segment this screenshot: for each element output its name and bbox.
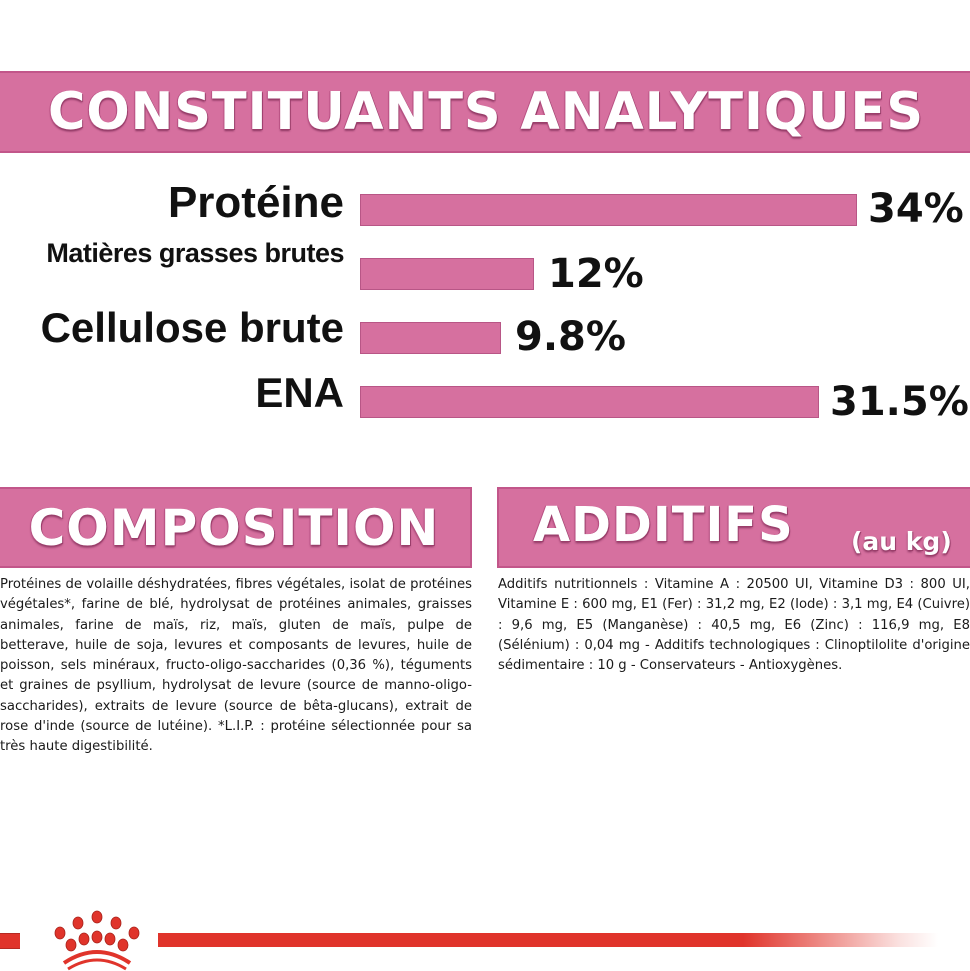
composition-banner (0, 487, 472, 568)
bar-ena (360, 386, 819, 418)
additives-subtitle: (au kg) (851, 527, 952, 556)
footer-red-line-left (0, 933, 20, 949)
row-label-fat: Matières grasses brutes (46, 238, 344, 268)
royal-canin-crown-icon (40, 905, 155, 971)
value-protein: 34% (868, 186, 964, 232)
footer-red-line-right (158, 933, 938, 947)
bar-protein (360, 194, 857, 226)
value-fat: 12% (548, 251, 644, 297)
row-label-protein: Protéine (167, 178, 344, 227)
row-label-fiber: Cellulose brute (40, 304, 344, 351)
additives-title: ADDITIFS (533, 497, 794, 553)
value-fiber: 9.8% (515, 314, 626, 360)
analytical-constituents-banner (0, 71, 970, 153)
composition-text: Protéines de volaille déshydratées, fibres végétales, isolat de protéines végétales*, farine de blé, hydrolysat de protéines animales, graisses animales, farine de maïs, riz, maïs, gluten de maïs, pulpe de betterave, huile de soja, levures et composants de levures, huile de poisson, sels minéraux, fructo-oligo-saccharides (0,36 %), téguments et graines de psyllium, hydrolysat de levure (source de manno-oligo-saccharides), extraits de levure (source de bêta-glucans), extrait de rose d'inde (source de lutéine). *L.I.P. : protéine sélectionnée pour sa très haute digestibilité. (0, 577, 472, 755)
composition-title: COMPOSITION (28, 498, 440, 557)
value-ena: 31.5% (830, 379, 969, 425)
analytical-constituents-title: CONSTITUANTS ANALYTIQUES (47, 82, 925, 142)
additives-text: Additifs nutritionnels : Vitamine A : 20500 UI, Vitamine D3 : 800 UI, Vitamine E : 600 mg, E1 (Fer) : 31,2 mg, E2 (Iode) : 3,1 mg, E4 (Cuivre) : 9,6 mg, E5 (Manganèse) : 40,5 mg, E6 (Zinc) : 116,9 mg, E8 (Sélénium) : 0,04 mg - Additifs technologiques : Clinoptilolite d'origine sédimentaire : 10 g - Conservateurs - Antioxygènes. (498, 577, 970, 674)
bar-fat (360, 258, 534, 290)
bar-fiber (360, 322, 501, 354)
row-label-ena: ENA (255, 369, 344, 416)
additives-banner (497, 487, 970, 568)
